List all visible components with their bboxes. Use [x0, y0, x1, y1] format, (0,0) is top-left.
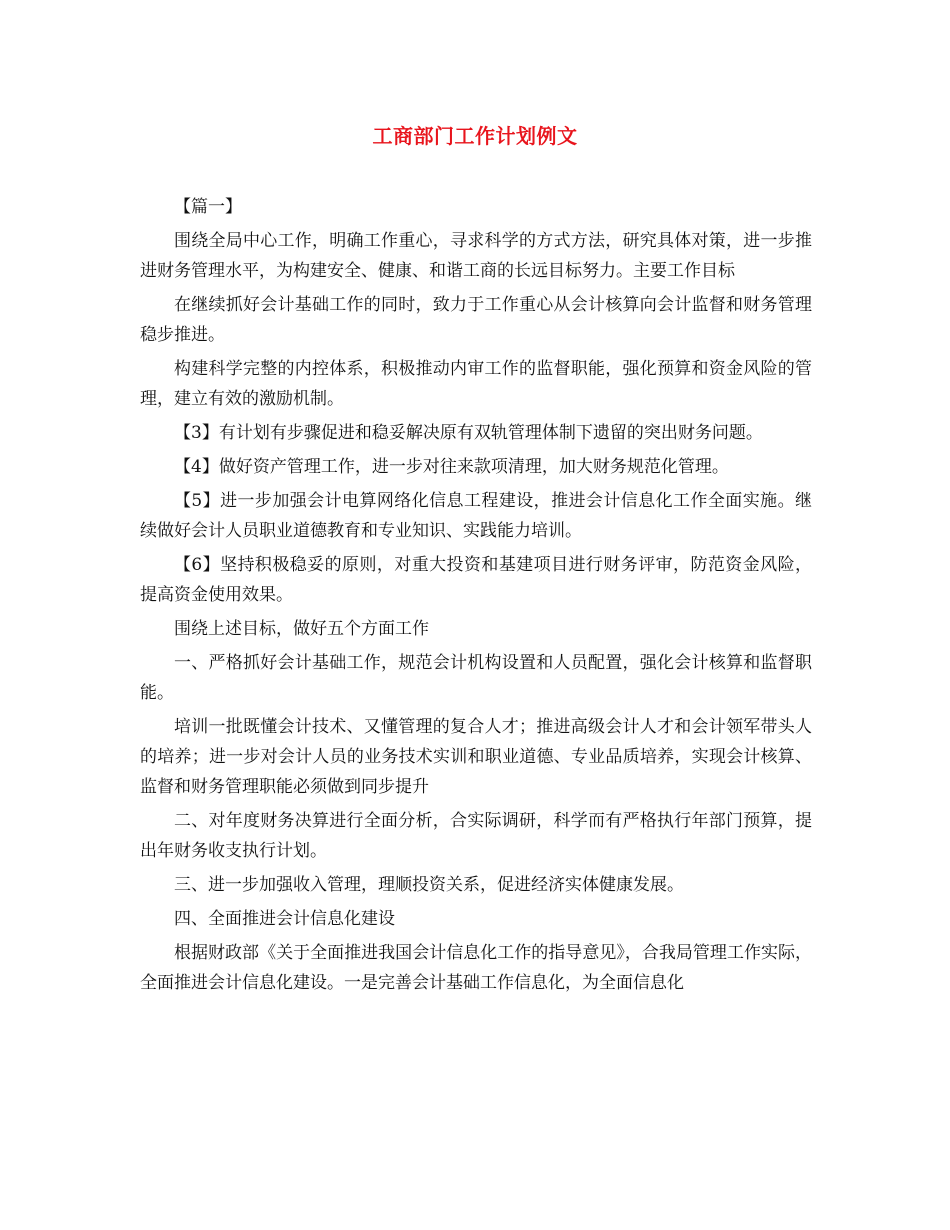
paragraph: 【4】做好资产管理工作，进一步对往来款项清理，加大财务规范化管理。 [174, 457, 729, 477]
paragraph: 根据财政部《关于全面推进我国会计信息化工作的指导意见》，合我局管理工作实际，全面推进会计信息化建设。一是完善会计基础工作信息化，为全面信息化 [140, 943, 812, 993]
paragraph: 在继续抓好会计基础工作的同时，致力于工作重心从会计核算向会计监督和财务管理稳步推进。 [140, 295, 812, 345]
document-title: 工商部门工作计划例文 [372, 124, 578, 148]
section-heading: 【篇一】 [174, 197, 242, 217]
document-body [140, 192, 812, 1002]
paragraph: 【6】坚持积极稳妥的原则，对重大投资和基建项目进行财务评审，防范资金风险，提高资金使用效果。 [140, 555, 812, 605]
paragraph: 【3】有计划有步骤促进和稳妥解决原有双轨管理体制下遗留的突出财务问题。 [174, 423, 763, 443]
paragraph: 构建科学完整的内控体系，积极推动内审工作的监督职能，强化预算和资金风险的管理，建立有效的激励机制。 [140, 359, 812, 409]
paragraph: 三、进一步加强收入管理，理顺投资关系，促进经济实体健康发展。 [174, 875, 684, 895]
paragraph: 围绕全局中心工作，明确工作重心，寻求科学的方式方法，研究具体对策，进一步推进财务管理水平，为构建安全、健康、和谐工商的长远目标努力。主要工作目标 [140, 231, 812, 281]
paragraph: 四、全面推进会计信息化建设 [174, 909, 395, 929]
paragraph: 二、对年度财务决算进行全面分析，合实际调研，科学而有严格执行年部门预算，提出年财务收支执行计划。 [140, 811, 812, 861]
paragraph: 一、严格抓好会计基础工作，规范会计机构设置和人员配置，强化会计核算和监督职能。 [140, 653, 812, 703]
paragraph: 【5】进一步加强会计电算网络化信息工程建设，推进会计信息化工作全面实施。继续做好会计人员职业道德教育和专业知识、实践能力培训。 [140, 491, 812, 541]
paragraph: 培训一批既懂会计技术、又懂管理的复合人才；推进高级会计人才和会计领军带头人的培养；进一步对会计人员的业务技术实训和职业道德、专业品质培养，实现会计核算、监督和财务管理职能必须做到同步提升 [140, 717, 812, 797]
paragraph: 围绕上述目标，做好五个方面工作 [174, 619, 429, 639]
